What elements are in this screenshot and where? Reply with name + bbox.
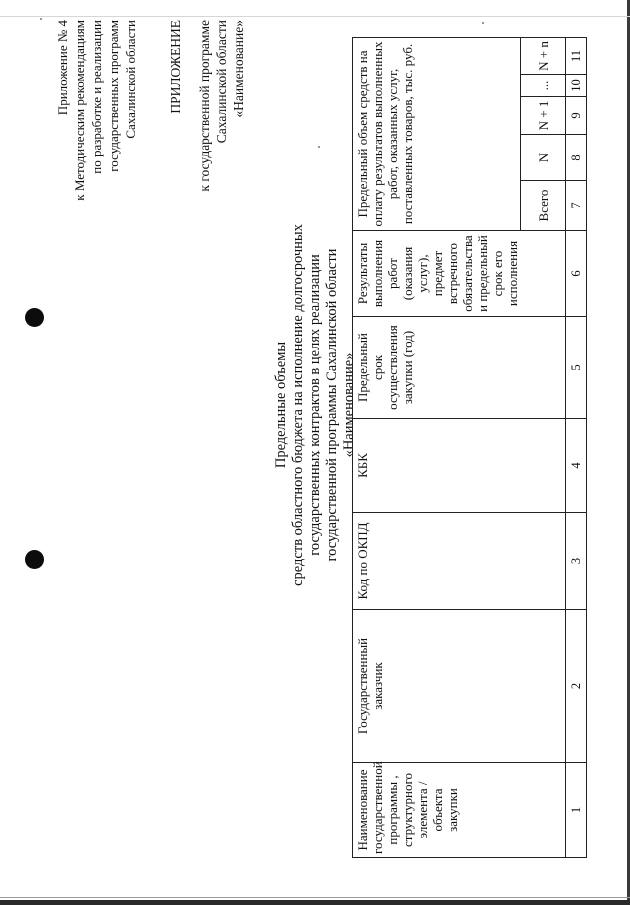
column-number: 3 xyxy=(566,513,587,610)
col-header-volume: Предельный объем средств на оплату результатов выполненных работ, оказанных услуг, поставленных товаров, тыс. руб. xyxy=(353,37,521,230)
document-title xyxy=(273,205,358,605)
subheader-n-plus-1: N + 1 xyxy=(521,97,566,135)
limits-table xyxy=(352,37,587,858)
subheader-total: Всего xyxy=(521,181,566,231)
appendix-line: государственных программ xyxy=(106,20,121,172)
col-header-deadline: Предельный срок осуществления закупки (год) xyxy=(353,317,566,419)
appendix-number: Приложение № 4 xyxy=(55,20,70,116)
column-number: 9 xyxy=(566,97,587,135)
column-number: 10 xyxy=(566,75,587,97)
subheader-ellipsis: ... xyxy=(521,75,566,97)
col-header-name: Наименование государственной программы , структурного элемента / объекта закупки xyxy=(353,763,566,858)
col-header-kbk: КБК xyxy=(353,419,566,513)
program-reference xyxy=(196,20,247,245)
program-line: Сахалинской области xyxy=(214,20,229,144)
table-header-row xyxy=(353,37,521,857)
appendix-line: Сахалинской области xyxy=(123,20,138,139)
col-header-okpd: Код по ОКПД xyxy=(353,513,566,610)
column-number: 1 xyxy=(566,763,587,858)
document-title-line: Предельные объемы xyxy=(273,341,289,469)
subheader-n: N xyxy=(521,135,566,181)
column-number: 8 xyxy=(566,135,587,181)
appendix-line: к Методическим рекомендациям xyxy=(72,20,87,201)
appendix-title: ПРИЛОЖЕНИЕ xyxy=(168,20,183,114)
subheader-n-plus-n: N + n xyxy=(521,37,566,74)
appendix-reference xyxy=(54,20,139,220)
col-header-results: Результаты выполнения работ (оказания услуг), предмет встречного обязательства и предельный срок его исполнения xyxy=(353,231,566,317)
column-number: 5 xyxy=(566,317,587,419)
col-header-customer: Государственный заказчик xyxy=(353,610,566,763)
appendix-line: по разработке и реализации xyxy=(89,20,104,174)
column-number: 11 xyxy=(566,37,587,74)
column-number: 4 xyxy=(566,419,587,513)
program-line: «Наименование» xyxy=(231,20,246,118)
column-number: 6 xyxy=(566,231,587,317)
document-title-line: государственной программы Сахалинской области «Наименование» xyxy=(324,248,357,562)
table-number-row xyxy=(566,37,587,857)
program-line: к государственной программе xyxy=(197,20,212,192)
document-title-line: средств областного бюджета на исполнение долгосрочных xyxy=(290,224,306,586)
column-number: 2 xyxy=(566,610,587,763)
document-title-line: государственных контрактов в целях реализации xyxy=(307,254,323,556)
column-number: 7 xyxy=(566,181,587,231)
